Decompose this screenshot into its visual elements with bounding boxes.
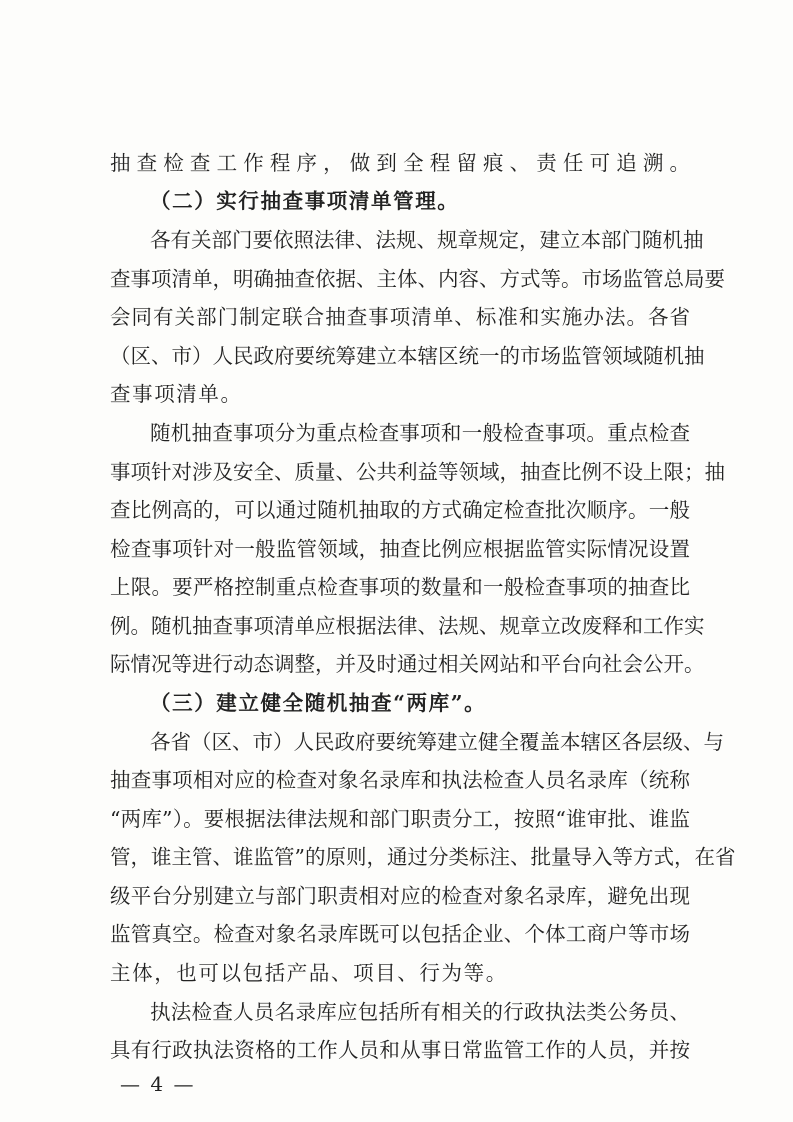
paragraph-line: 主体，也可以包括产品、项目、行为等。 [110, 961, 508, 985]
paragraph-line: （区、市）人民政府要统筹建立本辖区统一的市场监管领域随机抽 [110, 344, 705, 368]
paragraph-line: 各省（区、市）人民政府要统筹建立健全覆盖本辖区各层级、与 [150, 730, 724, 754]
paragraph-line: 上限。要严格控制重点检查事项的数量和一般检查事项的抽查比 [110, 575, 690, 599]
paragraph-line: 际情况等进行动态调整，并及时通过相关网站和平台向社会公开。 [110, 652, 705, 676]
page-number: — 4 — [120, 1072, 196, 1096]
paragraph-line: 管，谁主管、谁监管”的原则，通过分类标注、批量导入等方式，在省 [110, 845, 736, 869]
paragraph-line: 随机抽查事项分为重点检查事项和一般检查事项。重点检查 [150, 421, 690, 445]
paragraph-line: 抽查事项相对应的检查对象名录库和执法检查人员名录库（统称 [110, 768, 690, 792]
paragraph-line: 查事项清单。 [110, 382, 243, 406]
section-heading: （二）实行抽查事项清单管理。 [150, 189, 460, 213]
paragraph-line: 抽查检查工作程序，做到全程留痕、责任可追溯。 [110, 151, 690, 175]
paragraph-line: 事项针对涉及安全、质量、公共利益等领域，抽查比例不设上限；抽 [110, 460, 725, 484]
paragraph-line: 执法检查人员名录库应包括所有相关的行政执法类公务员、 [150, 1000, 690, 1024]
paragraph-line: 具有行政执法资格的工作人员和从事日常监管工作的人员，并按 [110, 1038, 690, 1062]
paragraph-line: 会同有关部门制定联合抽查事项清单、标准和实施办法。各省 [110, 305, 690, 329]
paragraph-line: 级平台分别建立与部门职责相对应的检查对象名录库，避免出现 [110, 884, 690, 908]
paragraph-line: 查比例高的，可以通过随机抽取的方式确定检查批次顺序。一般 [110, 498, 690, 522]
paragraph-line: 例。随机抽查事项清单应根据法律、法规、规章立改废释和工作实 [110, 614, 705, 638]
paragraph-line: 监管真空。检查对象名录库既可以包括企业、个体工商户等市场 [110, 922, 690, 946]
paragraph-line: “两库”）。要根据法律法规和部门职责分工，按照“谁审批、谁监 [110, 807, 690, 831]
paragraph-line: 各有关部门要依照法律、法规、规章规定，建立本部门随机抽 [150, 228, 704, 252]
section-heading: （三）建立健全随机抽查“两库”。 [150, 691, 487, 715]
paragraph-line: 查事项清单，明确抽查依据、主体、内容、方式等。市场监管总局要 [110, 267, 725, 291]
paragraph-line: 检查事项针对一般监管领域，抽查比例应根据监管实际情况设置 [110, 537, 690, 561]
